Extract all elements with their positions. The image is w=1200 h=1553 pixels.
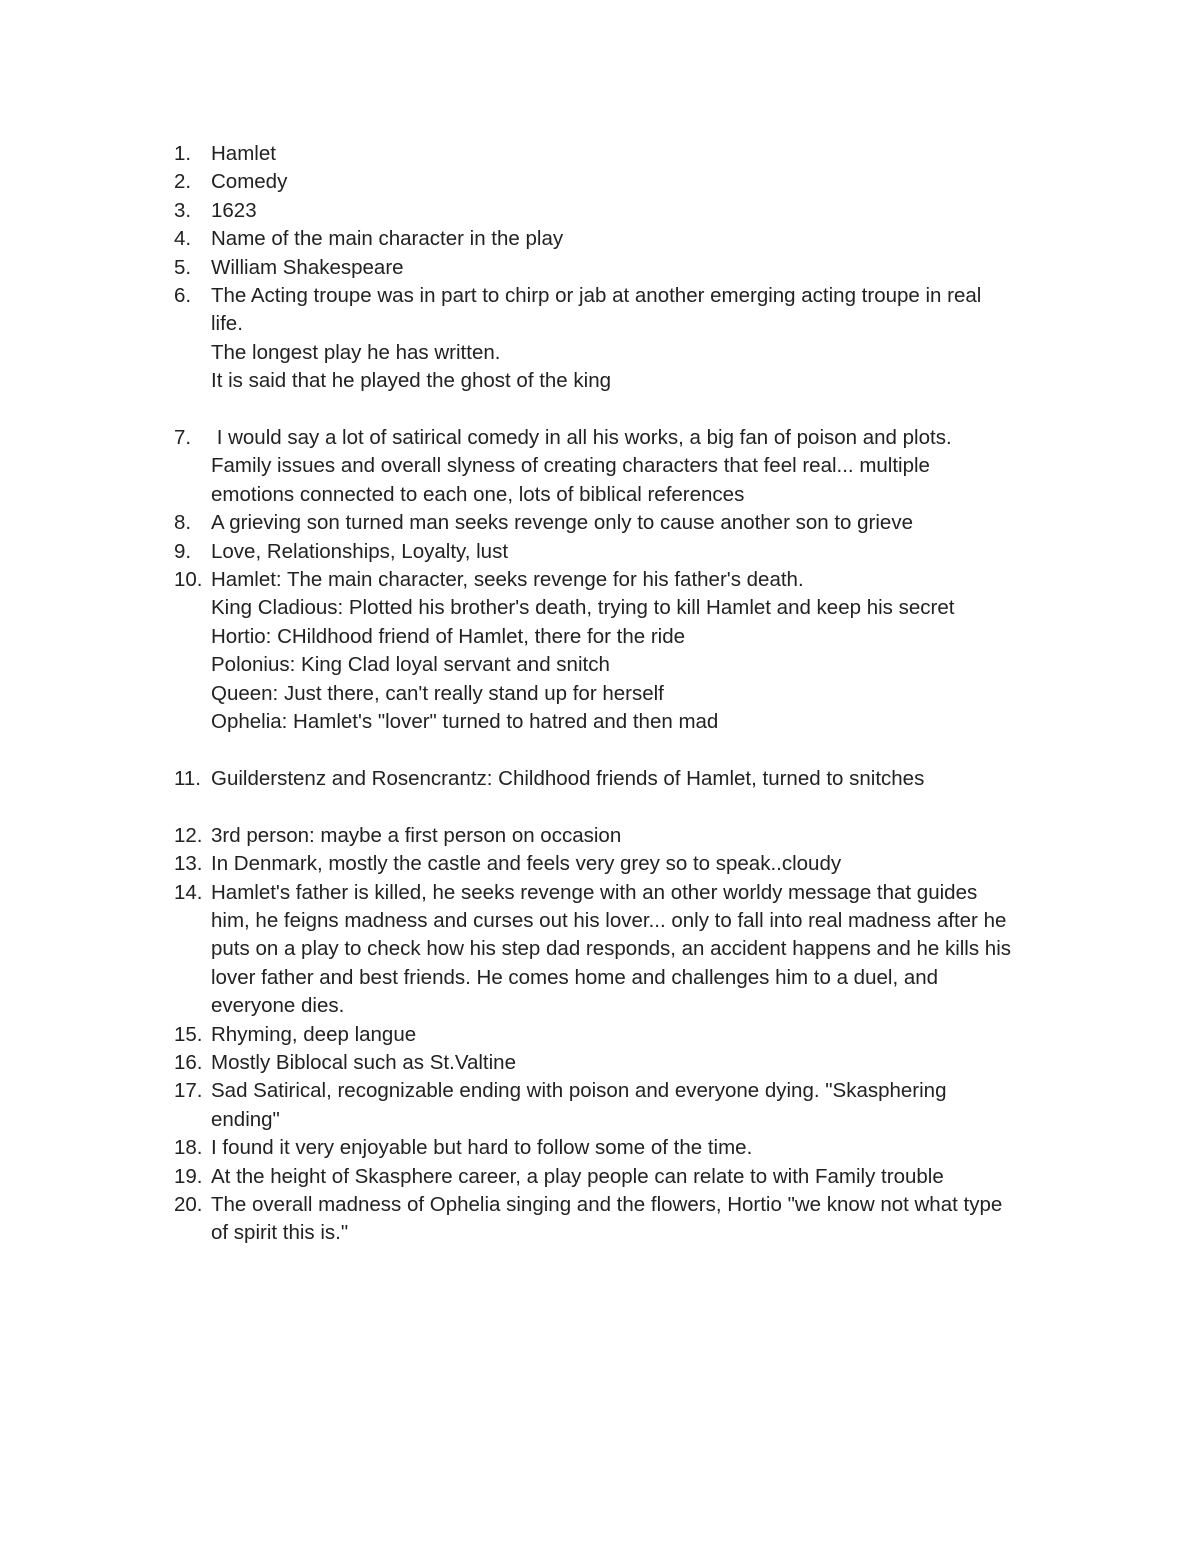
item-text-line: William Shakespeare (211, 255, 404, 279)
item-number: 20. (174, 1192, 203, 1216)
list-item (174, 765, 1074, 793)
list-item (174, 424, 1074, 509)
item-text-line: Guilderstenz and Rosencrantz: Childhood friends of Hamlet, turned to snitches (211, 766, 925, 790)
item-text (211, 282, 1074, 396)
item-number: 3. (174, 198, 192, 222)
item-number: 2. (174, 170, 192, 194)
item-text-line: Ophelia: Hamlet's "lover" turned to hatred and then mad (211, 710, 719, 734)
item-text-line: lover father and best friends. He comes home and challenges him to a duel, and (211, 965, 939, 989)
item-text-line: Rhyming, deep langue (211, 1022, 417, 1046)
item-number: 19. (174, 1164, 203, 1188)
list-item (174, 850, 1074, 878)
item-text-line: Sad Satirical, recognizable ending with poison and everyone dying. "Skasphering (211, 1079, 947, 1103)
list-item (174, 140, 1074, 168)
item-number: 10. (174, 568, 203, 592)
item-number: 7. (174, 426, 192, 450)
list-item (174, 168, 1074, 196)
item-text-line: Mostly Biblocal such as St.Valtine (211, 1050, 516, 1074)
list-item (174, 1191, 1074, 1248)
list-item (174, 538, 1074, 566)
item-text-line: I would say a lot of satirical comedy in all his works, a big fan of poison and plots. (211, 426, 952, 450)
item-text-line: puts on a play to check how his step dad responds, an accident happens and he kills his (211, 937, 1012, 961)
item-text-line: Comedy (211, 170, 288, 194)
item-text-line: Hortio: CHildhood friend of Hamlet, there for the ride (211, 624, 686, 648)
answer-list (174, 140, 1074, 1248)
list-item (174, 1021, 1074, 1049)
list-item (174, 509, 1074, 537)
item-number: 14. (174, 880, 203, 904)
item-text (211, 850, 1074, 878)
item-number: 1. (174, 142, 192, 165)
item-text-line: Hamlet's father is killed, he seeks revenge with an other worldy message that guides (211, 880, 978, 904)
list-item (174, 1134, 1074, 1162)
item-text-line: Name of the main character in the play (211, 227, 564, 251)
item-text-line: The longest play he has written. (211, 340, 501, 364)
item-text (211, 538, 1074, 566)
item-text (211, 225, 1074, 253)
item-text (211, 254, 1074, 282)
item-text-line: The overall madness of Ophelia singing and the flowers, Hortio "we know not what type (211, 1192, 1003, 1216)
list-item (174, 1163, 1074, 1191)
blank-line (174, 396, 1074, 424)
item-text-line: ending" (211, 1107, 280, 1131)
item-text (211, 168, 1074, 196)
list-item (174, 197, 1074, 225)
item-number: 8. (174, 511, 192, 535)
item-text (211, 140, 1074, 168)
item-text (211, 1077, 1074, 1134)
item-number: 9. (174, 539, 192, 563)
list-item (174, 282, 1074, 396)
item-text-line: In Denmark, mostly the castle and feels very grey so to speak..cloudy (211, 852, 842, 876)
blank-line (174, 793, 1074, 821)
item-text (211, 1191, 1074, 1248)
item-number: 15. (174, 1022, 203, 1046)
item-text (211, 1049, 1074, 1077)
item-text-line: life. (211, 312, 243, 336)
item-text-line: It is said that he played the ghost of the king (211, 369, 612, 393)
list-item (174, 879, 1074, 1021)
item-text-line: The Acting troupe was in part to chirp or jab at another emerging acting troupe in real (211, 284, 982, 308)
item-text-line: Polonius: King Clad loyal servant and snitch (211, 653, 610, 677)
item-text-line: I found it very enjoyable but hard to follow some of the time. (211, 1136, 753, 1160)
item-text-line: At the height of Skasphere career, a play people can relate to with Family trouble (211, 1164, 944, 1188)
item-text-line: everyone dies. (211, 994, 345, 1018)
item-number: 5. (174, 255, 192, 279)
item-text-line: him, he feigns madness and curses out his lover... only to fall into real madness after he (211, 908, 1007, 932)
item-text (211, 879, 1074, 1021)
list-item (174, 566, 1074, 736)
list-item (174, 1049, 1074, 1077)
item-number: 6. (174, 284, 192, 308)
item-text-line: Hamlet (211, 142, 276, 165)
list-item (174, 1077, 1074, 1134)
item-text-line: A grieving son turned man seeks revenge only to cause another son to grieve (211, 511, 913, 535)
item-number: 12. (174, 823, 203, 847)
item-text-line: emotions connected to each one, lots of biblical references (211, 482, 745, 506)
list-item (174, 254, 1074, 282)
item-text (211, 509, 1074, 537)
item-text-line: Love, Relationships, Loyalty, lust (211, 539, 509, 563)
item-text (211, 197, 1074, 225)
item-text (211, 1021, 1074, 1049)
item-number: 18. (174, 1136, 203, 1160)
item-text-line: 3rd person: maybe a first person on occasion (211, 823, 622, 847)
item-text-line: Queen: Just there, can't really stand up for herself (211, 681, 664, 705)
item-number: 11. (174, 766, 201, 790)
item-number: 13. (174, 852, 203, 876)
item-text-line: 1623 (211, 198, 257, 222)
item-text (211, 1163, 1074, 1191)
item-number: 4. (174, 227, 192, 251)
item-text-line: Family issues and overall slyness of creating characters that feel real... multiple (211, 454, 930, 478)
item-number: 16. (174, 1050, 203, 1074)
item-text (211, 566, 1074, 736)
item-text-line: Hamlet: The main character, seeks revenge for his father's death. (211, 568, 804, 592)
blank-line (174, 737, 1074, 765)
item-text (211, 822, 1074, 850)
item-text-line: of spirit this is." (211, 1221, 349, 1245)
item-number: 17. (174, 1079, 203, 1103)
item-text-line: King Cladious: Plotted his brother's death, trying to kill Hamlet and keep his secret (211, 596, 955, 620)
list-item (174, 822, 1074, 850)
list-item (174, 225, 1074, 253)
item-text (211, 765, 1074, 793)
item-text (211, 424, 1074, 509)
item-text (211, 1134, 1074, 1162)
